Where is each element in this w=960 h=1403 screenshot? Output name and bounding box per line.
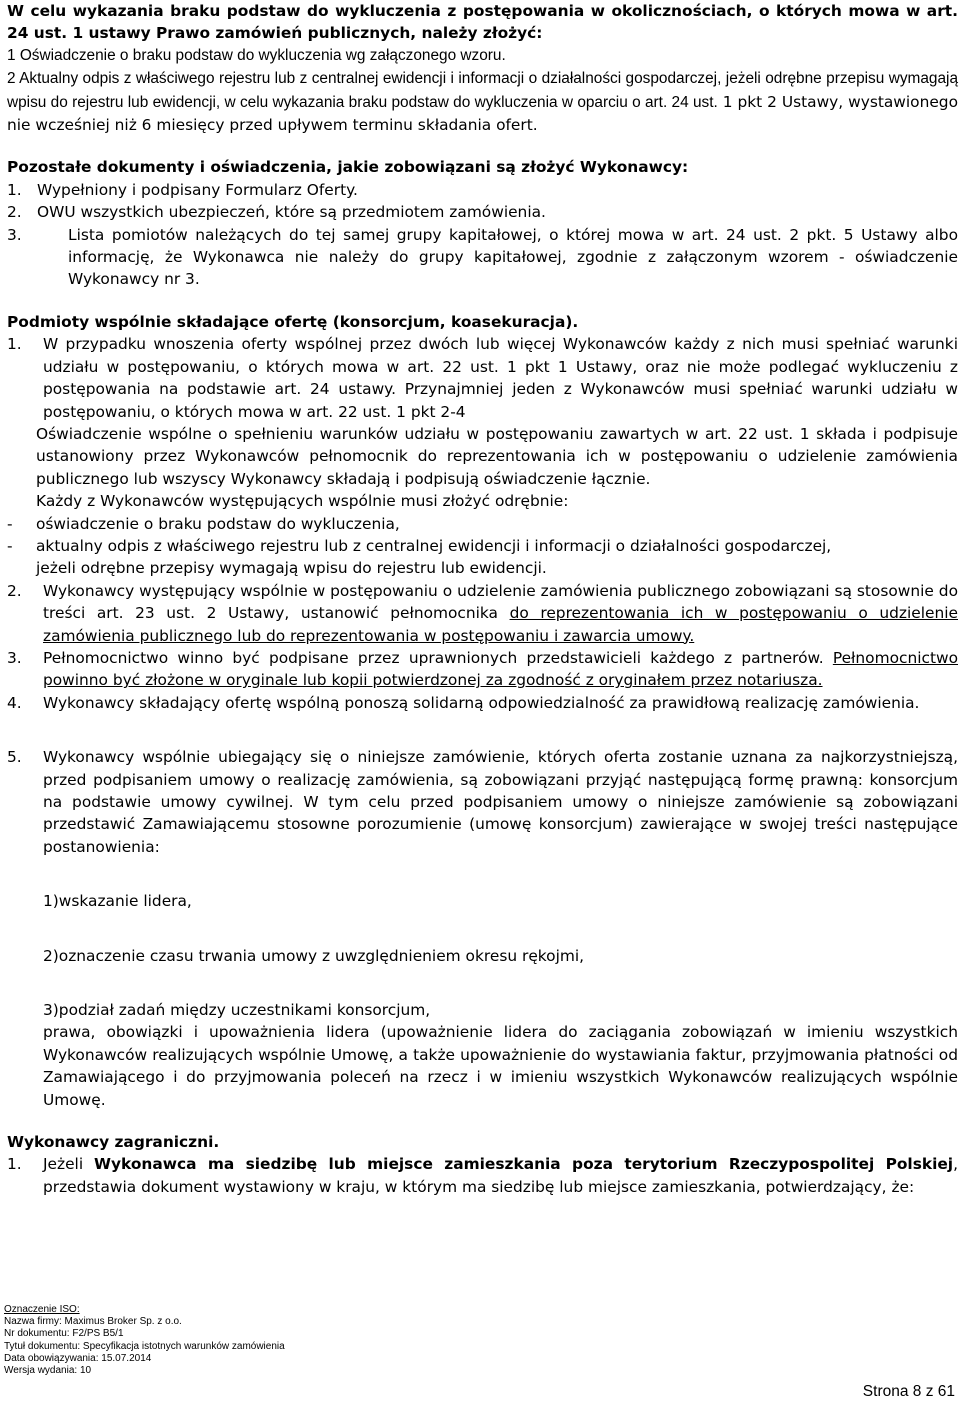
list-text bbox=[43, 580, 958, 647]
dash-item-2-continued: jeżeli odrębne przepisy wymagają wpisu do rejestru lub ewidencji. bbox=[36, 559, 547, 578]
list-text bbox=[43, 1153, 958, 1198]
consortium-heading: Podmioty wspólnie składające ofertę (konsorcjum, koasekuracja). bbox=[7, 312, 579, 331]
exclusion-item-2-text-a: 2 Aktualny odpis z właściwego rejestru lub z centralnej ewidencji i informacji o działalności gospodarczej, jeżeli odrębne przepisu wymagają wpisu do rejestru lub ewidencji, w celu wykazania braku podstaw do wykluczenia w oparciu o art. 24 ust. bbox=[7, 70, 958, 111]
footer-doc-number: Nr dokumentu: F2/PS B5/1 bbox=[4, 1328, 124, 1340]
page-number: Strona 8 z 61 bbox=[862, 1383, 955, 1400]
list-number: 1. bbox=[7, 335, 22, 354]
bold-text: Wykonawca ma siedzibę lub miejsce zamieszkania poza terytorium Rzeczypospolitej Polskiej bbox=[94, 1155, 954, 1174]
list-text: W przypadku wnoszenia oferty wspólnej przez dwóch lub więcej Wykonawców każdy z nich musi spełniać warunki udziału w postępowaniu, o których mowa w art. 22 ust. 1 pkt 1 Ustawy, oraz nie może podlegać wykluczeniu z postępowania na podstawie art. 24 ustawy. Przynajmniej jeden z Wykonawców musi spełniać warunki udziału w postępowaniu, o których mowa w art. 22 ust. 1 pkt 2-4 bbox=[43, 335, 958, 421]
underlined-text: do reprezentowania ich w postępowaniu o udzielenie zamówienia publicznego lub do reprezentowania w postępowaniu i zawarcia umowy. bbox=[43, 604, 958, 645]
iso-label: Oznaczenie ISO: bbox=[4, 1304, 80, 1315]
list-text bbox=[43, 647, 958, 692]
consortium-item-1 bbox=[7, 333, 958, 423]
list-text: Wypełniony i podpisany Formularz Oferty. bbox=[37, 180, 358, 199]
other-doc-item-2 bbox=[7, 201, 958, 223]
footer-doc-title: Tytuł dokumentu: Specyfikacja istotnych warunków zamówienia bbox=[4, 1340, 285, 1352]
spacer bbox=[7, 967, 958, 999]
underlined-text: Pełnomocnictwo powinno być złożone w oryginale lub kopii potwierdzonej za zgodność z oryginałem przez notariusza. bbox=[43, 648, 958, 690]
dash-bullet: - bbox=[7, 514, 13, 533]
list-number: 2. bbox=[7, 203, 22, 222]
list-number: 4. bbox=[7, 693, 22, 712]
list-number: 3. bbox=[7, 225, 22, 244]
consortium-separate-docs-intro: Każdy z Wykonawców występujących wspólnie musi złożyć odrębnie: bbox=[36, 492, 569, 511]
provision-1: 1)wskazanie lidera, bbox=[43, 892, 192, 911]
list-text-plain: Jeżeli bbox=[43, 1155, 94, 1174]
other-doc-item-3 bbox=[7, 224, 958, 291]
exclusion-item-2 bbox=[7, 67, 958, 136]
provision-4: prawa, obowiązki i upoważnienia lidera (upoważnienie lidera do zaciągania zobowiązań w imieniu wszystkich Wykonawców realizujących wspólnie Umowę, a także upoważnienie do wystawiania faktur, przyjmowania płatności od Zamawiającego i do przyjmowania poleceń na rzecz i w imieniu wszystkich Wykonawców realizujących wspólnie Umowę. bbox=[43, 1023, 958, 1109]
iso-footer bbox=[4, 1304, 956, 1377]
dash-bullet: - bbox=[7, 536, 13, 555]
dash-item-1 bbox=[7, 513, 958, 535]
list-number: 5. bbox=[7, 748, 22, 767]
footer-company: Nazwa firmy: Maximus Broker Sp. z o.o. bbox=[4, 1316, 182, 1328]
list-number: 3. bbox=[7, 648, 22, 667]
consortium-joint-statement: Oświadczenie wspólne o spełnieniu warunków udziału w postępowaniu zawartych w art. 22 ust. 1 składa i podpisuje ustanowiony przez Wykonawców pełnomocnik do reprezentowania ich w postępowaniu o udzielenie zamówienia publicznego lub wszyscy Wykonawcy składają i podpisują oświadczenie łącznie. bbox=[36, 424, 958, 488]
exclusion-item-2-text-b: 1 pkt 2 Ustawy, wystawionego nie wcześniej niż 6 miesięcy przed upływem terminu składania ofert. bbox=[7, 92, 958, 135]
list-number: 1. bbox=[7, 180, 22, 199]
list-text-plain: , przedstawia dokument wystawiony w kraju, w którym ma siedzibę lub miejsce zamieszkania, potwierdzający, że: bbox=[43, 1155, 958, 1196]
dash-text: aktualny odpis z właściwego rejestru lub z centralnej ewidencji i informacji o działalności gospodarczej, bbox=[36, 536, 832, 555]
list-text-plain: Wykonawcy występujący wspólnie w postępowaniu o udzielenie zamówienia publicznego zobowiązani są stosownie do treści art. 23 ust. 2 Ustawy, ustanowić pełnomocnika bbox=[43, 581, 958, 623]
provision-2: 2)oznaczenie czasu trwania umowy z uwzględnieniem okresu rękojmi, bbox=[43, 946, 585, 965]
list-text: Wykonawcy wspólnie ubiegający się o niniejsze zamówienie, których oferta zostanie uznana za najkorzystniejszą, przed podpisaniem umowy o realizację zamówienia, są zobowiązani przyjąć następującą formę prawną: konsorcjum na podstawie umowy cywilnej. W tym celu przed podpisaniem umowy o niniejsze zamówienie są zobowiązani przedstawić Zamawiającemu stosowne porozumienie (umowę konsorcjum) zawierające w swojej treści następujące postanowienia: bbox=[43, 748, 958, 856]
foreign-item-1 bbox=[7, 1153, 958, 1198]
dash-item-2 bbox=[7, 535, 958, 557]
list-number: 1. bbox=[7, 1155, 22, 1174]
document-page bbox=[7, 0, 958, 1198]
exclusion-item-1: 1 Oświadczenie o braku podstaw do wykluczenia wg załączonego wzoru. bbox=[7, 46, 506, 64]
list-text: Wykonawcy składający ofertę wspólną ponoszą solidarną odpowiedzialność za prawidłową realizację zamówienia. bbox=[43, 693, 920, 712]
spacer bbox=[7, 1111, 958, 1131]
spacer bbox=[7, 858, 958, 890]
consortium-item-2 bbox=[7, 580, 958, 647]
footer-valid-date: Data obowiązywania: 15.07.2014 bbox=[4, 1352, 152, 1364]
provision-3: 3)podział zadań między uczestnikami konsorcjum, bbox=[43, 1001, 431, 1020]
consortium-item-5 bbox=[7, 746, 958, 858]
footer-version: Wersja wydania: 10 bbox=[4, 1365, 92, 1377]
foreign-contractors-heading: Wykonawcy zagraniczni. bbox=[7, 1133, 220, 1152]
list-number: 2. bbox=[7, 581, 22, 600]
list-text-plain: Pełnomocnictwo winno być podpisane przez uprawnionych przedstawicieli każdego z partnerów. bbox=[43, 648, 833, 667]
spacer bbox=[7, 913, 958, 945]
consortium-item-3 bbox=[7, 647, 958, 692]
exclusion-heading: W celu wykazania braku podstaw do wykluczenia z postępowania w okolicznościach, o których mowa w art. 24 ust. 1 ustawy Prawo zamówień publicznych, należy złożyć: bbox=[7, 2, 958, 43]
consortium-item-4 bbox=[7, 692, 958, 714]
list-text: Lista pomiotów należących do tej samej grupy kapitałowej, o której mowa w art. 24 ust. 2 pkt. 5 Ustawy albo informację, że Wykonawca nie należy do grupy kapitałowej, zgodnie z załączonym wzorem - oświadczenie Wykonawcy nr 3. bbox=[68, 225, 958, 289]
list-text: OWU wszystkich ubezpieczeń, które są przedmiotem zamówienia. bbox=[37, 203, 546, 222]
other-doc-item-1 bbox=[7, 179, 958, 201]
spacer bbox=[7, 291, 958, 311]
spacer bbox=[7, 136, 958, 156]
spacer bbox=[7, 714, 958, 746]
other-documents-heading: Pozostałe dokumenty i oświadczenia, jakie zobowiązani są złożyć Wykonawcy: bbox=[7, 158, 689, 177]
dash-text: oświadczenie o braku podstaw do wykluczenia, bbox=[36, 514, 400, 533]
